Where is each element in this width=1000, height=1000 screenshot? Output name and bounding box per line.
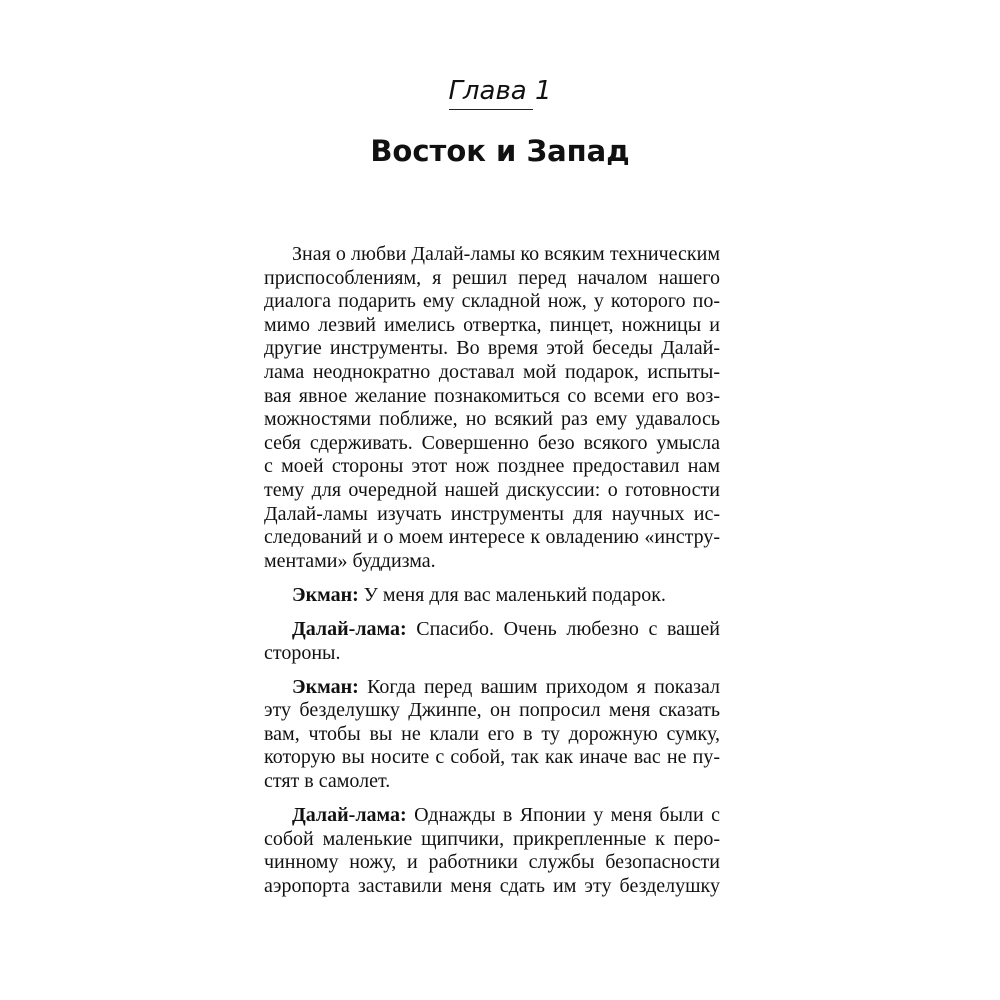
text-line: [264, 584, 720, 608]
text-line: ментами» буддизма.: [264, 549, 436, 572]
text-line: тему для очередной нашей дискуссии: о готовности: [264, 478, 720, 501]
dialogue-dalai-lama-1: [264, 618, 720, 665]
text-line: лама неоднократно доставал мой подарок, испыты-: [264, 360, 720, 383]
text-line: собой маленькие щипчики, прикрепленные к перо-: [264, 827, 720, 850]
chapter-title: Восток и Запад: [370, 134, 630, 168]
text-line: [264, 618, 720, 642]
speech-text: У меня для вас маленький подарок.: [358, 583, 666, 606]
text-line: чинному ножу, и работники службы безопасности: [264, 851, 720, 874]
text-line: аэропорта заставили меня сдать им эту безделушку: [264, 874, 720, 897]
text-line: эту безделушку Джинпе, он попросил меня сказать: [264, 699, 720, 722]
text-line: которую вы носите с собой, так как иначе вас не пу-: [264, 746, 720, 769]
text-line: Зная о любви Далай-ламы ко всяким техническим: [292, 243, 720, 265]
text-line: вая явное желание познакомиться со всеми его воз-: [264, 384, 720, 407]
text-line: Далай-ламы изучать инструменты для научных ис-: [264, 502, 720, 525]
text-line: другие инструменты. Во время этой беседы Далай-: [264, 337, 720, 360]
intro-paragraph: [264, 243, 720, 573]
text-line: вам, чтобы вы не клали его в ту дорожную сумку,: [264, 722, 720, 745]
chapter-underline: [449, 109, 533, 110]
speaker-name: Далай-лама:: [292, 804, 407, 827]
speaker-name: Экман:: [292, 583, 359, 606]
speaker-name: Далай-лама:: [292, 617, 407, 640]
text-line: диалога подарить ему складной нож, у которого по-: [264, 290, 720, 313]
speech-text: Однажды в Японии у меня были с: [406, 804, 720, 827]
dialogue-ekman-2: [264, 676, 720, 794]
dialogue-ekman-1: [264, 584, 720, 608]
text-line: следований и о моем интересе к овладению «инстру-: [264, 526, 720, 549]
text-line: можностями поближе, но всякий раз ему удавалось: [264, 408, 720, 431]
text-line: мимо лезвий имелись отвертка, пинцет, ножницы и: [264, 313, 720, 336]
text-line: стороны.: [264, 641, 341, 664]
speech-text: Спасибо. Очень любезно с вашей: [406, 617, 720, 640]
text-line: приспособлениям, я решил перед началом нашего: [264, 266, 720, 289]
speaker-name: Экман:: [292, 675, 359, 698]
text-line: [264, 804, 720, 828]
dialogue-dalai-lama-2: [264, 804, 720, 898]
text-line: с моей стороны этот нож позднее предоставил нам: [264, 455, 720, 478]
text-line: себя сдерживать. Совершенно безо всякого умысла: [264, 431, 720, 454]
text-line: [264, 676, 720, 700]
body-text: [264, 243, 720, 898]
chapter-label: Глава 1: [448, 76, 552, 106]
speech-text: Когда перед вашим приходом я показал: [358, 675, 720, 698]
text-line: стят в самолет.: [264, 769, 391, 792]
